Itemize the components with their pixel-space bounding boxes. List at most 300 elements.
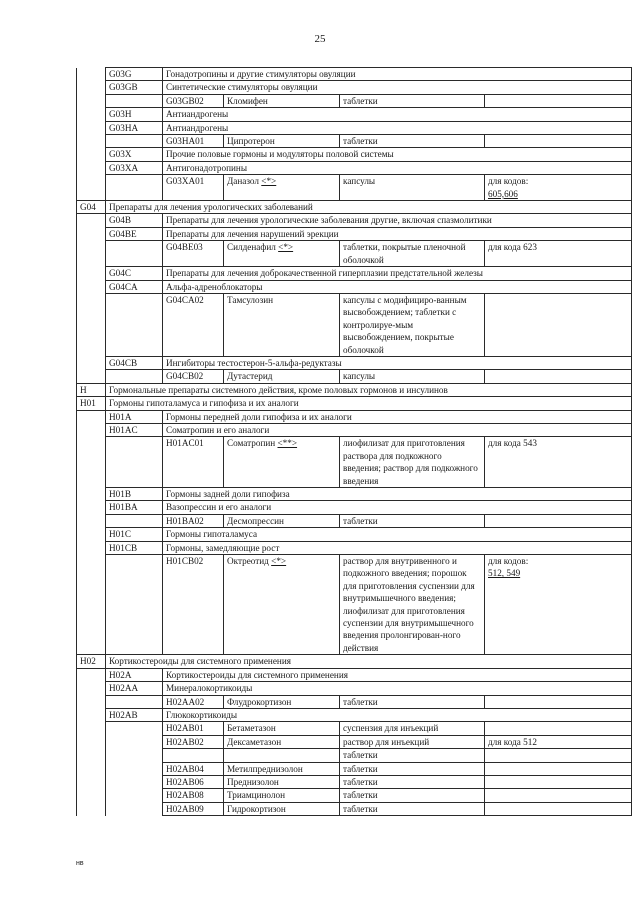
drug-code-cell xyxy=(163,722,224,735)
drug-code-cell-text: G04CB02 xyxy=(166,371,204,382)
table-row xyxy=(77,501,632,514)
note-cell xyxy=(485,94,632,107)
table-row xyxy=(77,668,632,681)
level3-code-cell-text: G04CB xyxy=(109,357,138,368)
spacer-cell xyxy=(77,722,106,735)
spacer-cell xyxy=(77,668,106,681)
dosage-form-cell-text: капсулы с модифициро-ванным высвобождением; таблетки с контролируе-мым высвобождением, покрытые оболочкой xyxy=(343,294,467,355)
level3-code-cell xyxy=(106,356,163,369)
spacer-cell xyxy=(77,735,106,748)
drug-name-cell-text: Метилпреднизолон xyxy=(227,763,303,774)
dosage-form-cell xyxy=(340,722,485,735)
group-name-cell xyxy=(163,161,632,174)
spacer-cell xyxy=(77,81,106,94)
note-cell xyxy=(485,135,632,148)
spacer-cell xyxy=(77,214,106,227)
group-name-cell xyxy=(163,280,632,293)
group-name-cell xyxy=(163,410,632,423)
drug-name-cell xyxy=(224,555,340,655)
table-row xyxy=(77,241,632,267)
table-row xyxy=(77,802,632,815)
level3-code-cell xyxy=(106,108,163,121)
table-row xyxy=(77,121,632,134)
level3-code-cell-text: H01BA xyxy=(109,502,138,513)
spacer-cell xyxy=(106,293,163,356)
spacer-cell xyxy=(77,762,106,775)
dosage-form-cell-text: суспензия для инъекций xyxy=(343,723,439,734)
dosage-form-cell xyxy=(340,293,485,356)
dosage-form-cell-text: таблетки xyxy=(343,95,378,106)
dosage-form-cell xyxy=(340,514,485,527)
drug-code-cell-text: H02AB02 xyxy=(166,736,204,747)
drug-code-cell xyxy=(163,370,224,383)
spacer-cell xyxy=(77,437,106,488)
drug-name-cell-text: Флудрокортизон xyxy=(227,696,292,707)
drug-name-cell xyxy=(224,789,340,802)
group-name-cell xyxy=(163,682,632,695)
table-row xyxy=(77,94,632,107)
spacer-cell xyxy=(77,541,106,554)
table-row xyxy=(77,682,632,695)
group-name-cell-text: Гормональные препараты системного действия, кроме половых гормонов и инсулинов xyxy=(109,384,448,395)
note-cell xyxy=(485,514,632,527)
drug-name-cell-text: Бетаметазон xyxy=(227,723,276,734)
spacer-cell xyxy=(77,528,106,541)
dosage-form-cell xyxy=(340,175,485,201)
spacer-cell xyxy=(77,161,106,174)
dosage-form-cell xyxy=(340,370,485,383)
level2-code-cell-text: H01 xyxy=(80,398,96,409)
dosage-form-cell-text: лиофилизат для приготовления раствора для подкожного введения; раствор для подкожного введения xyxy=(343,438,478,486)
note-cell-text: для кода 543 xyxy=(488,438,537,449)
spacer-cell xyxy=(77,695,106,708)
note-cell-text: для кодов: xyxy=(488,176,529,187)
level2-code-cell-text: H xyxy=(80,384,87,395)
note-cell xyxy=(485,789,632,802)
dosage-form-cell-text: таблетки, покрытые пленочной оболочкой xyxy=(343,242,466,265)
group-name-cell xyxy=(106,383,632,396)
table-row xyxy=(77,397,632,410)
table-row xyxy=(77,437,632,488)
drug-code-cell xyxy=(163,293,224,356)
drug-name-cell-text: Десмопрессин xyxy=(227,515,284,526)
level2-code-cell-text: H02 xyxy=(80,656,96,667)
spacer-cell xyxy=(106,789,163,802)
dosage-form-cell-text: таблетки xyxy=(343,790,378,801)
group-name-cell-text: Антигонадотропины xyxy=(166,162,247,173)
group-name-cell-text: Глюкокортикоиды xyxy=(166,709,238,720)
drug-name-cell xyxy=(224,94,340,107)
drug-code-cell-text: H02AB06 xyxy=(166,776,204,787)
spacer-cell xyxy=(77,68,106,81)
group-name-cell-text: Вазопрессин и его аналоги xyxy=(166,502,272,513)
drug-code-cell-text: H02AB08 xyxy=(166,790,204,801)
dosage-form-cell xyxy=(340,789,485,802)
group-name-cell-text: Препараты для лечения доброкачественной гиперплазии предстательной железы xyxy=(166,268,483,279)
spacer-cell xyxy=(77,682,106,695)
spacer-cell xyxy=(106,695,163,708)
spacer-cell xyxy=(106,735,163,748)
spacer-cell xyxy=(106,802,163,815)
group-name-cell-text: Прочие половые гормоны и модуляторы половой системы xyxy=(166,149,394,160)
spacer-cell xyxy=(77,555,106,655)
drug-name-cell-text: Ципротерон xyxy=(227,136,275,147)
table-row xyxy=(77,488,632,501)
group-name-cell xyxy=(163,108,632,121)
group-name-cell-text: Минералокортикоиды xyxy=(166,683,253,694)
level3-code-cell-text: G03H xyxy=(109,109,132,120)
drug-name-cell-text: Даназол xyxy=(227,176,259,187)
table-row xyxy=(77,541,632,554)
dosage-form-cell-text: капсулы xyxy=(343,371,376,382)
dosage-form-cell-text: таблетки xyxy=(343,803,378,814)
table-row xyxy=(77,762,632,775)
spacer-cell xyxy=(106,762,163,775)
spacer-cell xyxy=(77,370,106,383)
table-row xyxy=(77,722,632,735)
spacer-cell xyxy=(77,775,106,788)
drug-code-cell-text: H01AC01 xyxy=(166,438,204,449)
level3-code-cell-text: G04C xyxy=(109,268,131,279)
group-name-cell-text: Гонадотропины и другие стимуляторы овуляции xyxy=(166,69,356,79)
table-row xyxy=(77,708,632,721)
table-row xyxy=(77,423,632,436)
note-cell xyxy=(485,555,632,655)
note-cell xyxy=(485,241,632,267)
drug-code-cell xyxy=(163,94,224,107)
drug-code-cell xyxy=(163,789,224,802)
group-name-cell-text: Ингибиторы тестостерон-5-альфа-редуктазы xyxy=(166,357,342,368)
group-name-cell-text: Альфа-адреноблокаторы xyxy=(166,281,263,292)
note-cell xyxy=(485,437,632,488)
drug-code-cell-text: H02AA02 xyxy=(166,696,205,707)
drug-name-cell xyxy=(224,802,340,815)
drug-code-cell xyxy=(163,135,224,148)
note-cell xyxy=(485,762,632,775)
dosage-form-cell-text: таблетки xyxy=(343,750,378,761)
drug-code-cell xyxy=(163,695,224,708)
drug-code-cell-text: H02AB01 xyxy=(166,723,204,734)
table-row xyxy=(77,280,632,293)
dosage-form-cell xyxy=(340,762,485,775)
table-row xyxy=(77,735,632,748)
drug-code-cell xyxy=(163,802,224,815)
level3-code-cell-text: H01AC xyxy=(109,424,138,435)
spacer-cell xyxy=(77,514,106,527)
drug-name-cell xyxy=(224,370,340,383)
level3-code-cell-text: G03HA xyxy=(109,122,139,133)
group-name-cell-text: Гормоны передней доли гипофиза и их аналоги xyxy=(166,411,352,422)
drug-name-cell-text: Соматропин xyxy=(227,438,276,449)
spacer-cell xyxy=(77,356,106,369)
dosage-form-cell-text: капсулы xyxy=(343,176,376,187)
note-cell xyxy=(485,735,632,748)
level3-code-cell-text: H01C xyxy=(109,529,131,540)
spacer-cell xyxy=(77,135,106,148)
dosage-form-cell xyxy=(340,437,485,488)
spacer-cell xyxy=(77,802,106,815)
group-name-cell xyxy=(163,528,632,541)
drug-name-cell xyxy=(224,135,340,148)
drug-name-cell-text: Кломифен xyxy=(227,95,268,106)
spacer-cell xyxy=(77,227,106,240)
level3-code-cell-text: G03XA xyxy=(109,162,139,173)
spacer-cell xyxy=(106,175,163,201)
footnote-marker[interactable]: <*> xyxy=(261,176,277,187)
dosage-form-cell xyxy=(340,695,485,708)
dosage-form-cell xyxy=(340,94,485,107)
level3-code-cell xyxy=(106,501,163,514)
drug-name-cell xyxy=(224,175,340,201)
drug-name-cell-text: Дексаметазон xyxy=(227,736,282,747)
spacer-cell xyxy=(77,267,106,280)
footnote-marker[interactable]: <**> xyxy=(277,438,298,449)
level3-code-cell-text: H02A xyxy=(109,669,132,680)
drug-code-cell-text: H01BA02 xyxy=(166,515,204,526)
note-cell xyxy=(485,802,632,815)
group-name-cell-text: Препараты для лечения нарушений эрекции xyxy=(166,228,339,239)
dosage-form-cell xyxy=(340,735,485,748)
level3-code-cell-text: G04CA xyxy=(109,281,138,292)
drug-name-cell xyxy=(224,775,340,788)
spacer-cell xyxy=(106,722,163,735)
drug-code-cell-text: G03GB02 xyxy=(166,95,204,106)
dosage-form-cell xyxy=(340,749,485,762)
group-name-cell-text: Препараты для лечения урологические заболевания другие, включая спазмолитики xyxy=(166,215,492,226)
table-row xyxy=(77,108,632,121)
dosage-form-cell xyxy=(340,775,485,788)
group-name-cell xyxy=(163,423,632,436)
level3-code-cell-text: G03GB xyxy=(109,82,138,93)
table-row xyxy=(77,214,632,227)
level2-code-cell xyxy=(77,655,106,668)
group-name-cell-text: Гормоны задней доли гипофиза xyxy=(166,489,290,499)
drug-name-cell xyxy=(224,293,340,356)
level3-code-cell-text: G03X xyxy=(109,149,132,160)
group-name-cell-text: Антиандрогены xyxy=(166,122,229,133)
group-name-cell xyxy=(163,81,632,94)
drug-code-cell xyxy=(163,735,224,748)
note-cell xyxy=(485,370,632,383)
spacer-cell xyxy=(77,501,106,514)
group-name-cell xyxy=(163,356,632,369)
group-name-cell xyxy=(163,541,632,554)
group-name-cell-text: Гормоны, замедляющие рост xyxy=(166,542,280,553)
group-name-cell xyxy=(106,397,632,410)
level2-code-cell-text: G04 xyxy=(80,202,96,213)
group-name-cell-text: Кортикостероиды для системного применения xyxy=(109,656,291,667)
group-name-cell xyxy=(163,68,632,81)
level3-code-cell-text: H01A xyxy=(109,411,132,422)
drug-name-cell xyxy=(224,762,340,775)
drug-code-cell xyxy=(163,555,224,655)
spacer-cell xyxy=(77,148,106,161)
table-row xyxy=(77,789,632,802)
note-codes-link[interactable]: 512, 549 xyxy=(488,568,521,579)
drug-code-cell xyxy=(163,241,224,267)
dosage-form-cell xyxy=(340,802,485,815)
spacer-cell xyxy=(106,370,163,383)
dosage-form-cell-text: таблетки xyxy=(343,696,378,707)
table-row xyxy=(77,356,632,369)
group-name-cell xyxy=(163,668,632,681)
level2-code-cell xyxy=(77,201,106,214)
table-row xyxy=(77,175,632,201)
footnote-marker[interactable]: <*> xyxy=(271,556,287,567)
level3-code-cell xyxy=(106,214,163,227)
group-name-cell xyxy=(163,267,632,280)
group-name-cell-text: Гормоны гипоталамуса xyxy=(166,529,258,540)
drug-name-cell xyxy=(224,735,340,748)
drug-code-cell-text: G03XA01 xyxy=(166,176,205,187)
level3-code-cell xyxy=(106,708,163,721)
group-name-cell xyxy=(163,708,632,721)
spacer-cell xyxy=(77,708,106,721)
group-name-cell-text: Кортикостероиды для системного применения xyxy=(166,669,348,680)
level2-code-cell xyxy=(77,397,106,410)
spacer-cell xyxy=(77,293,106,356)
atc-table-wrapper xyxy=(76,67,631,816)
spacer-cell xyxy=(77,175,106,201)
spacer-cell xyxy=(77,108,106,121)
spacer-cell xyxy=(106,555,163,655)
drug-code-cell xyxy=(163,749,224,762)
spacer-cell xyxy=(77,488,106,501)
drug-code-cell-text: G04BE03 xyxy=(166,242,203,253)
spacer-cell xyxy=(77,241,106,267)
group-name-cell-text: Синтетические стимуляторы овуляции xyxy=(166,82,318,93)
level3-code-cell-text: G03G xyxy=(109,69,132,79)
dosage-form-cell-text: таблетки xyxy=(343,515,378,526)
spacer-cell xyxy=(77,121,106,134)
table-row xyxy=(77,528,632,541)
drug-name-cell-text: Дутастерид xyxy=(227,371,273,382)
drug-name-cell-text: Триамцинолон xyxy=(227,790,285,801)
group-name-cell-text: Гормоны гипоталамуса и гипофиза и их аналоги xyxy=(109,398,299,409)
dosage-form-cell-text: раствор для внутривенного и подкожного введения; порошок для приготовления суспензии для внутримышечного введения; лиофилизат для приготовления суспензии для внутримышечного введения пролонгирован-ного действия xyxy=(343,556,475,653)
level3-code-cell xyxy=(106,161,163,174)
table-row xyxy=(77,68,632,81)
spacer-cell xyxy=(106,437,163,488)
level3-code-cell-text: H02AA xyxy=(109,683,139,694)
drug-name-cell-text: Тамсулозин xyxy=(227,294,274,305)
note-cell xyxy=(485,749,632,762)
drug-name-cell-text: Гидрокортизон xyxy=(227,803,286,814)
group-name-cell xyxy=(106,655,632,668)
group-name-cell xyxy=(106,201,632,214)
level3-code-cell xyxy=(106,488,163,501)
level3-code-cell xyxy=(106,227,163,240)
level3-code-cell xyxy=(106,280,163,293)
drug-name-cell xyxy=(224,749,340,762)
group-name-cell-text: Препараты для лечения урологических заболеваний xyxy=(109,202,313,213)
table-row xyxy=(77,135,632,148)
spacer-cell xyxy=(77,94,106,107)
table-row xyxy=(77,81,632,94)
group-name-cell xyxy=(163,121,632,134)
level3-code-cell xyxy=(106,423,163,436)
group-name-cell xyxy=(163,148,632,161)
level3-code-cell xyxy=(106,267,163,280)
spacer-cell xyxy=(77,280,106,293)
note-cell xyxy=(485,293,632,356)
table-row xyxy=(77,555,632,655)
note-cell-text: для кода 512 xyxy=(488,736,537,747)
note-cell xyxy=(485,775,632,788)
table-row xyxy=(77,227,632,240)
table-row xyxy=(77,695,632,708)
footnote-marker[interactable]: <*> xyxy=(278,242,294,253)
drug-code-cell xyxy=(163,437,224,488)
level3-code-cell-text: G04B xyxy=(109,215,131,226)
spacer-cell xyxy=(106,135,163,148)
table-row xyxy=(77,293,632,356)
level3-code-cell xyxy=(106,410,163,423)
dosage-form-cell xyxy=(340,135,485,148)
note-codes-link[interactable]: 605,606 xyxy=(488,188,518,199)
drug-name-cell xyxy=(224,695,340,708)
spacer-cell xyxy=(77,410,106,423)
drug-code-cell xyxy=(163,762,224,775)
footer-mark: нв xyxy=(76,860,84,867)
table-row xyxy=(77,655,632,668)
spacer-cell xyxy=(106,514,163,527)
table-row xyxy=(77,370,632,383)
group-name-cell xyxy=(163,214,632,227)
drug-code-cell xyxy=(163,175,224,201)
drug-code-cell-text: H02AB04 xyxy=(166,763,204,774)
level3-code-cell-text: H01B xyxy=(109,489,131,499)
spacer-cell xyxy=(77,423,106,436)
note-cell-text: для кода 623 xyxy=(488,242,537,253)
level3-code-cell xyxy=(106,541,163,554)
drug-name-cell xyxy=(224,514,340,527)
level2-code-cell xyxy=(77,383,106,396)
group-name-cell-text: Антиандрогены xyxy=(166,109,229,120)
level3-code-cell-text: H02AB xyxy=(109,709,138,720)
spacer-cell xyxy=(106,775,163,788)
table-row xyxy=(77,161,632,174)
group-name-cell xyxy=(163,501,632,514)
spacer-cell xyxy=(77,789,106,802)
drug-code-cell-text: H01CB02 xyxy=(166,556,204,567)
drug-name-cell-text: Силденафил xyxy=(227,242,276,253)
dosage-form-cell xyxy=(340,555,485,655)
atc-table-body xyxy=(77,68,632,816)
drug-name-cell xyxy=(224,241,340,267)
table-row xyxy=(77,201,632,214)
drug-code-cell-text: G04CA02 xyxy=(166,294,204,305)
spacer-cell xyxy=(106,94,163,107)
level3-code-cell xyxy=(106,528,163,541)
atc-table xyxy=(76,67,632,816)
table-row xyxy=(77,148,632,161)
note-cell xyxy=(485,175,632,201)
spacer-cell xyxy=(106,749,163,762)
note-cell xyxy=(485,695,632,708)
level3-code-cell xyxy=(106,148,163,161)
table-row xyxy=(77,410,632,423)
table-row xyxy=(77,514,632,527)
spacer-cell xyxy=(77,749,106,762)
spacer-cell xyxy=(106,241,163,267)
note-cell xyxy=(485,722,632,735)
level3-code-cell xyxy=(106,668,163,681)
page-number: 25 xyxy=(314,33,326,45)
note-cell-text: для кодов: xyxy=(488,556,529,567)
level3-code-cell-text: G04BE xyxy=(109,228,137,239)
drug-code-cell xyxy=(163,775,224,788)
